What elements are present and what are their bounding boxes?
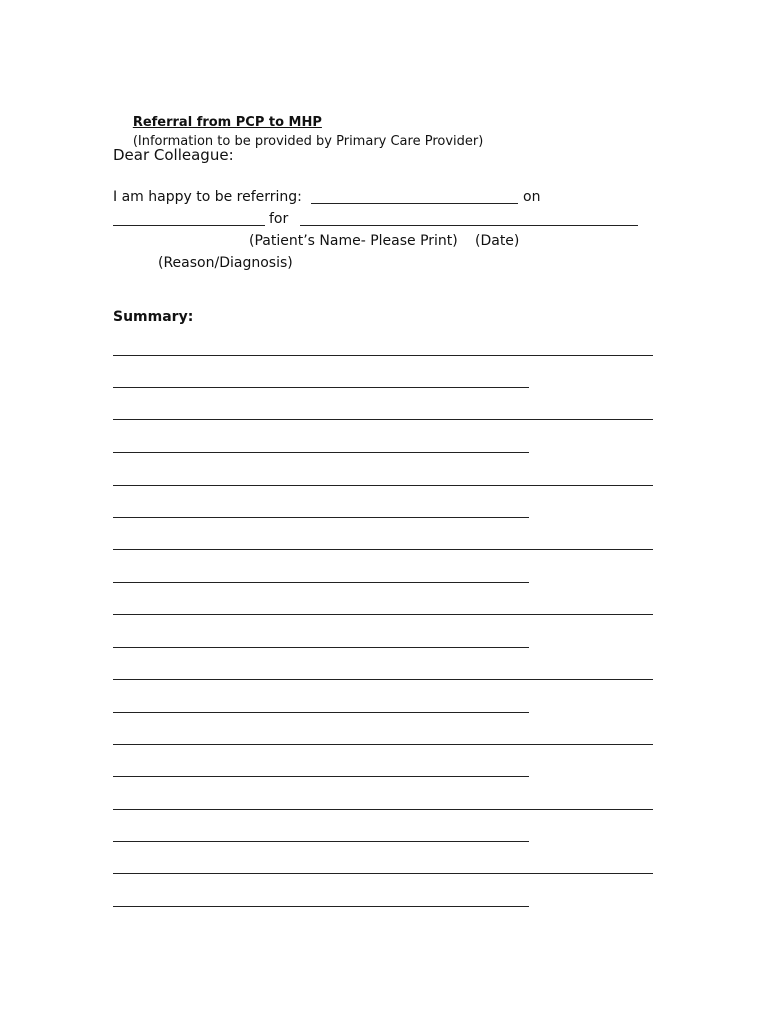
patient-name-caption: (Patient’s Name- Please Print) [249,233,458,249]
summary-line[interactable] [113,776,529,777]
summary-line[interactable] [113,485,653,486]
summary-line[interactable] [113,452,529,453]
summary-line[interactable] [113,614,653,615]
salutation: Dear Colleague: [113,146,234,164]
referring-label: I am happy to be referring: [113,189,302,205]
for-label: for [269,211,289,227]
date-blank[interactable] [113,225,265,226]
summary-line[interactable] [113,387,529,388]
form-subtitle: (Information to be provided by Primary Care Provider) [132,134,484,149]
summary-line[interactable] [113,809,653,810]
summary-line[interactable] [113,517,529,518]
patient-name-blank[interactable] [311,203,518,204]
summary-line[interactable] [113,841,529,842]
summary-line[interactable] [113,549,653,550]
reason-blank[interactable] [300,225,638,226]
form-title: Referral from PCP to MHP [132,115,322,130]
summary-line[interactable] [113,679,653,680]
date-caption: (Date) [475,233,520,249]
summary-line[interactable] [113,712,529,713]
summary-line[interactable] [113,744,653,745]
summary-label: Summary: [113,309,194,325]
reason-caption: (Reason/Diagnosis) [158,255,293,271]
summary-line[interactable] [113,355,653,356]
summary-line[interactable] [113,647,529,648]
summary-line[interactable] [113,582,529,583]
summary-line[interactable] [113,419,653,420]
on-label: on [523,189,541,205]
summary-line[interactable] [113,873,653,874]
summary-line[interactable] [113,906,529,907]
